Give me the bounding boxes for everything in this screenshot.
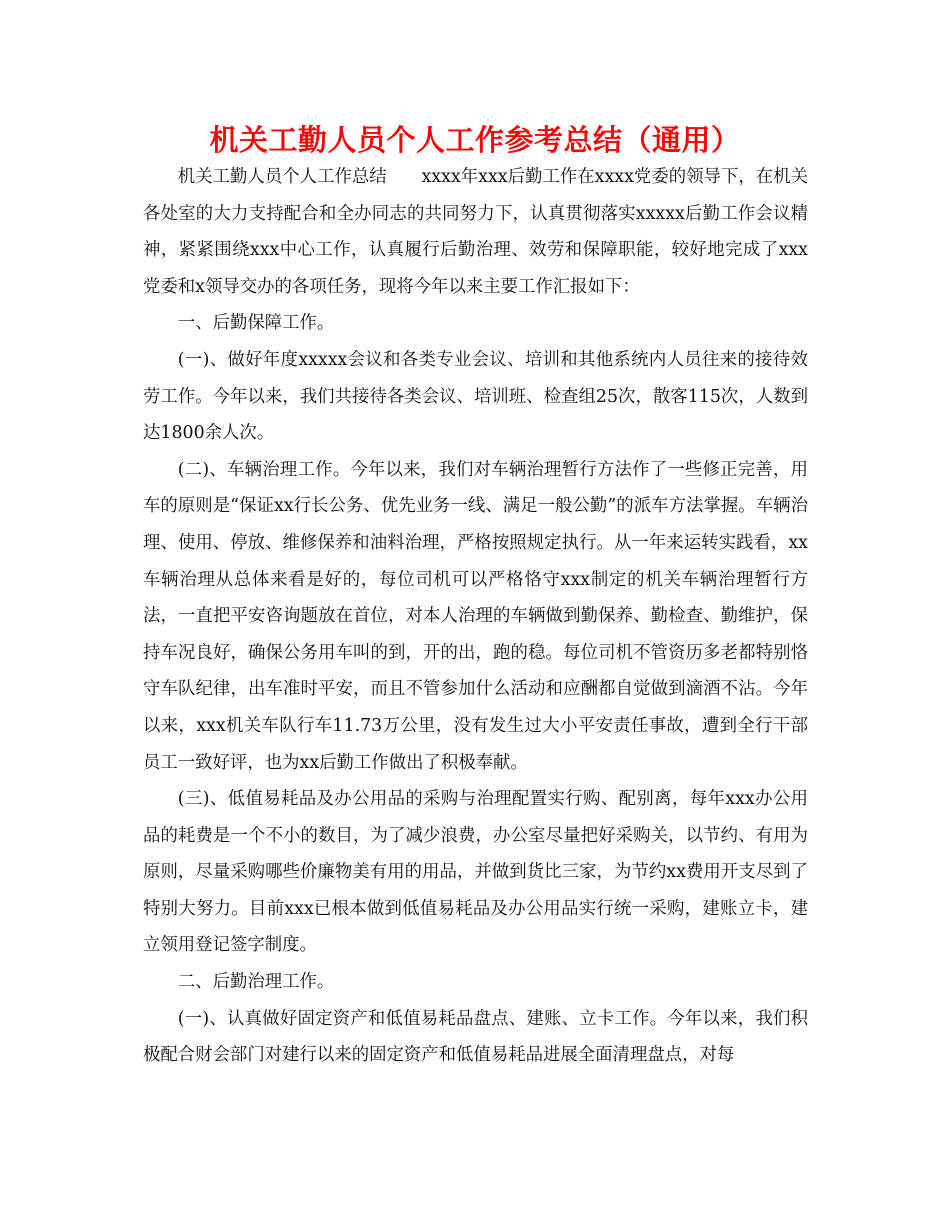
paragraph-intro: 机关工勤人员个人工作总结 xxxx年xxx后勤工作在xxxx党委的领导下，在机关各处室的大力支持配合和全办同志的共同努力下，认真贯彻落实xxxxx后勤工作会议精神，紧紧围绕xxx中心工作，认真履行后勤治理、效劳和保障职能，较好地完成了xxx党委和x领导交办的各项任务，现将今年以来主要工作汇报如下： (143, 167, 808, 297)
paragraph-office-supplies: (三)、低值易耗品及办公用品的采购与治理配置实行购、配别离，每年xxx办公用品的耗费是一个不小的数目，为了减少浪费，办公室尽量把好采购关，以节约、有用为原则，尽量采购哪些价廉物美有用的用品，并做到货比三家，为节约xx费用开支尽到了特别大努力。目前xxx已根本做到低值易耗品及办公用品实行统一采购，建账立卡，建立领用登记签字制度。 (143, 789, 808, 956)
paragraph-reception-service: (一)、做好年度xxxxx会议和各类专业会议、培训和其他系统内人员往来的接待效劳工作。今年以来，我们共接待各类会议、培训班、检查组25次，散客115次，人数到达1800余人次。 (143, 349, 808, 444)
section-heading-logistics-management: 二、后勤治理工作。 (177, 972, 335, 993)
paragraph-fixed-assets: (一)、认真做好固定资产和低值易耗品盘点、建账、立卡工作。今年以来，我们积极配合财会部门对建行以来的固定资产和低值易耗品进展全面清理盘点，对每 (143, 1008, 808, 1066)
section-heading-logistics-support: 一、后勤保障工作。 (177, 313, 335, 334)
document-title: 机关工勤人员个人工作参考总结（通用） (209, 123, 741, 157)
paragraph-vehicle-management: (二)、车辆治理工作。今年以来，我们对车辆治理暂行方法作了一些修正完善，用车的原则是“保证xx行长公务、优先业务一线、满足一般公勤”的派车方法掌握。车辆治理、使用、停放、维修保养和油料治理，严格按照规定执行。从一年来运转实践看，xx车辆治理从总体来看是好的，每位司机可以严格恪守xxx制定的机关车辆治理暂行方法，一直把平安咨询题放在首位，对本人治理的车辆做到勤保养、勤检查、勤维护，保持车况良好，确保公务用车叫的到，开的出，跑的稳。每位司机不管资历多老都特别恪守车队纪律，出车准时平安，而且不管参加什么活动和应酬都自觉做到滴酒不沾。今年以来，xxx机关车队行车11.73万公里，没有发生过大小平安责任事故，遭到全行干部员工一致好评，也为xx后勤工作做出了积极奉献。 (143, 459, 808, 773)
document-body (143, 159, 808, 1074)
